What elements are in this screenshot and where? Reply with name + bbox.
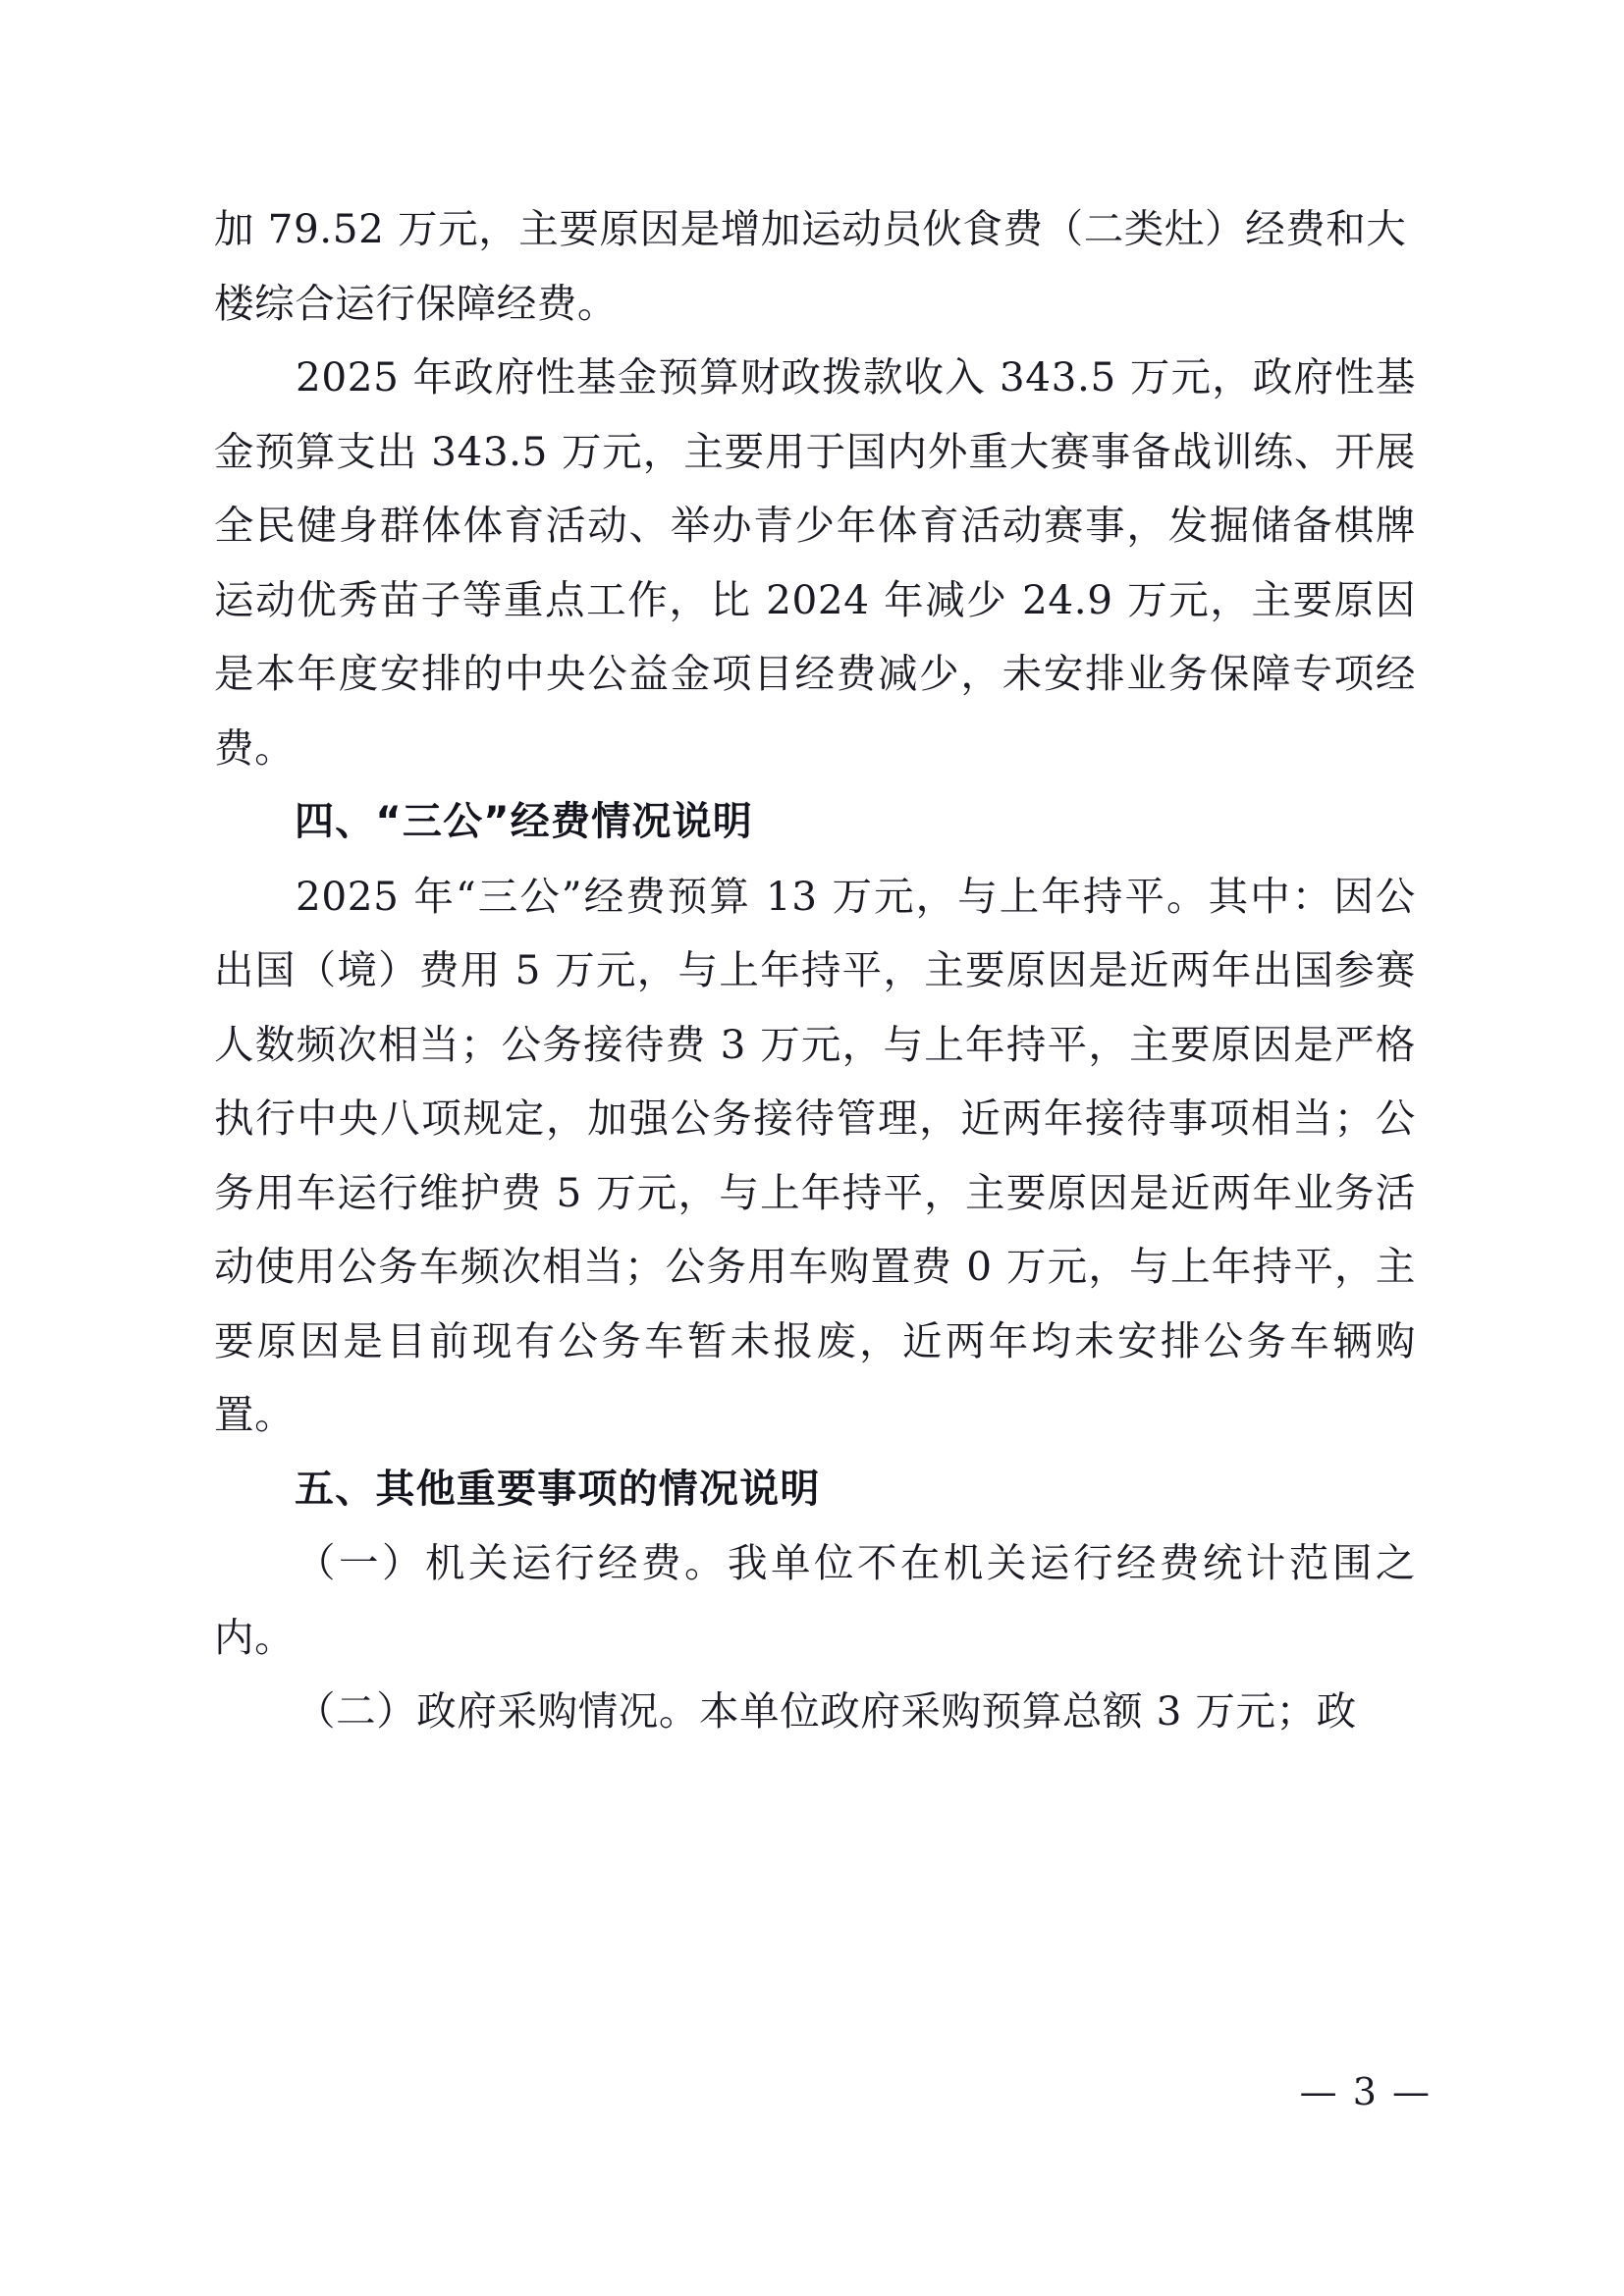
paragraph-carryover-explanation: 加 79.52 万元，主要原因是增加运动员伙食费（二类灶）经费和大楼综合运行保障经费。 (214, 205, 1407, 327)
page-content-column (214, 192, 1416, 1749)
page-number: — 3 — (1299, 2070, 1432, 2113)
paragraph-item-two-government-procurement: （二）政府采购情况。本单位政府采购预算总额 3 万元；政 (296, 1687, 1357, 1735)
heading-section-four-sangong-expenses: 四、“三公”经费情况说明 (295, 799, 753, 844)
paragraph-item-one-agency-operating-expenses: （一）机关运行经费。我单位不在机关运行经费统计范围之内。 (214, 1539, 1416, 1661)
heading-section-five-other-matters: 五、其他重要事项的情况说明 (295, 1466, 821, 1512)
paragraph-sangong-expense-detail: 2025 年“三公”经费预算 13 万元，与上年持平。其中：因公出国（境）费用 5 万元，与上年持平，主要原因是近两年出国参赛人数频次相当；公务接待费 3 万元，与上年持平，主要原因是严格执行中央八项规定，加强公务接待管理，近两年接待事项相当；公务用车运行维护费 5 万元，与上年持平，主要原因是近两年业务活动使用公务车频次相当；公务用车购置费 0 万元，与上年持平，主要原因是目前现有公务车暂未报废，近两年均未安排公务车辆购置。 (214, 872, 1416, 1438)
paragraph-government-fund-budget: 2025 年政府性基金预算财政拨款收入 343.5 万元，政府性基金预算支出 343.5 万元，主要用于国内外重大赛事备战训练、开展全民健身群体体育活动、举办青少年体育活动赛事，发掘储备棋牌运动优秀苗子等重点工作，比 2024 年减少 24.9 万元，主要原因是本年度安排的中央公益金项目经费减少，未安排业务保障专项经费。 (214, 353, 1416, 772)
